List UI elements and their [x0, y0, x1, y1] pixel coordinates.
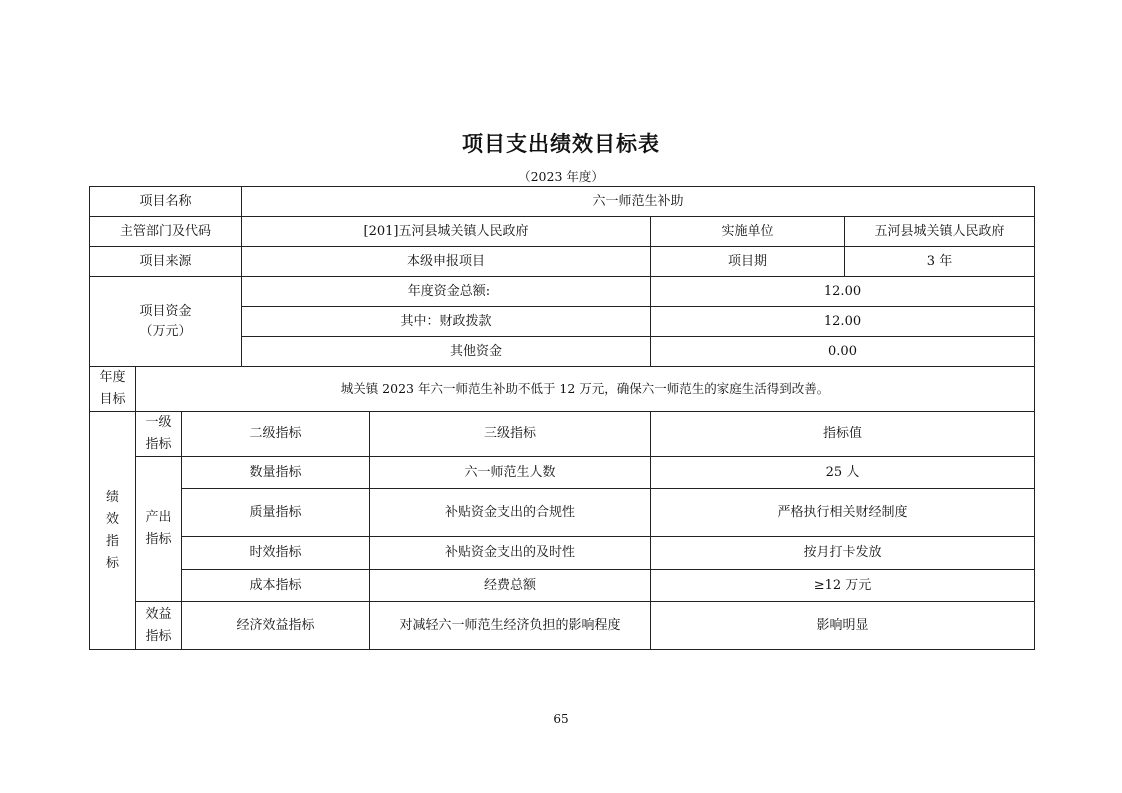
project-name-value: 六一师范生补助 [242, 187, 1035, 217]
indicator-value: ≥12 万元 [651, 570, 1035, 602]
level3-indicator: 经费总额 [370, 570, 651, 602]
project-source-label: 项目来源 [90, 247, 242, 277]
level2-indicator: 时效指标 [182, 537, 370, 570]
annual-goal-text: 城关镇 2023 年六一师范生补助不低于 12 万元，确保六一师范生的家庭生活得到改善。 [136, 367, 1035, 412]
indicator-row [90, 602, 1035, 650]
year-subtitle: （2023 年度） [518, 169, 604, 184]
indicator-value: 影响明显 [651, 602, 1035, 650]
header-level1-text: 一级指标 [145, 415, 172, 452]
project-funds-label [90, 277, 242, 367]
department-row [90, 217, 1035, 247]
source-row [90, 247, 1035, 277]
other-funds-label: 其他资金 [242, 337, 651, 367]
header-level3: 三级指标 [370, 412, 651, 457]
project-name-label: 项目名称 [90, 187, 242, 217]
level2-indicator: 质量指标 [182, 489, 370, 537]
indicator-row [90, 570, 1035, 602]
implementing-unit-value: 五河县城关镇人民政府 [845, 217, 1035, 247]
output-indicators-label [136, 457, 182, 602]
level3-indicator: 补贴资金支出的合规性 [370, 489, 651, 537]
indicator-row [90, 457, 1035, 489]
project-funds-label-line1: 项目资金 [139, 303, 192, 319]
other-funds-value: 0.00 [651, 337, 1035, 367]
project-name-row [90, 187, 1035, 217]
performance-indicators-label [90, 412, 136, 650]
project-source-value: 本级申报项目 [242, 247, 651, 277]
performance-indicators-label-text: 绩效指标 [105, 489, 119, 571]
level2-indicator: 成本指标 [182, 570, 370, 602]
header-level1 [136, 412, 182, 457]
fiscal-allocation-value: 12.00 [651, 307, 1035, 337]
implementing-unit-label: 实施单位 [651, 217, 845, 247]
indicator-value: 25 人 [651, 457, 1035, 489]
annual-total-label: 年度资金总额: [242, 277, 651, 307]
indicator-row [90, 537, 1035, 570]
performance-target-table [89, 186, 1035, 650]
annual-total-value: 12.00 [651, 277, 1035, 307]
benefit-indicators-label [136, 602, 182, 650]
department-value: [201]五河县城关镇人民政府 [242, 217, 651, 247]
department-label: 主管部门及代码 [90, 217, 242, 247]
benefit-indicators-label-text: 效益指标 [145, 606, 172, 644]
annual-goal-label-text: 年度目标 [99, 370, 126, 407]
indicator-row [90, 489, 1035, 537]
header-value: 指标值 [651, 412, 1035, 457]
annual-goal-row [90, 367, 1035, 412]
header-level2: 二级指标 [182, 412, 370, 457]
fiscal-allocation-label: 其中：财政拨款 [242, 307, 651, 337]
output-indicators-label-text: 产出指标 [145, 510, 172, 547]
level3-indicator: 补贴资金支出的及时性 [370, 537, 651, 570]
indicator-value: 按月打卡发放 [651, 537, 1035, 570]
level2-indicator: 数量指标 [182, 457, 370, 489]
project-period-label: 项目期 [651, 247, 845, 277]
level3-indicator: 六一师范生人数 [370, 457, 651, 489]
page-number: 65 [553, 712, 569, 726]
page-title: 项目支出绩效目标表 [462, 132, 660, 156]
level3-indicator: 对减轻六一师范生经济负担的影响程度 [370, 602, 651, 650]
indicator-header-row [90, 412, 1035, 457]
funds-total-row [90, 277, 1035, 307]
annual-goal-label [90, 367, 136, 412]
project-funds-label-line2: （万元） [139, 323, 192, 339]
level2-indicator: 经济效益指标 [182, 602, 370, 650]
indicator-value: 严格执行相关财经制度 [651, 489, 1035, 537]
project-period-value: 3 年 [845, 247, 1035, 277]
